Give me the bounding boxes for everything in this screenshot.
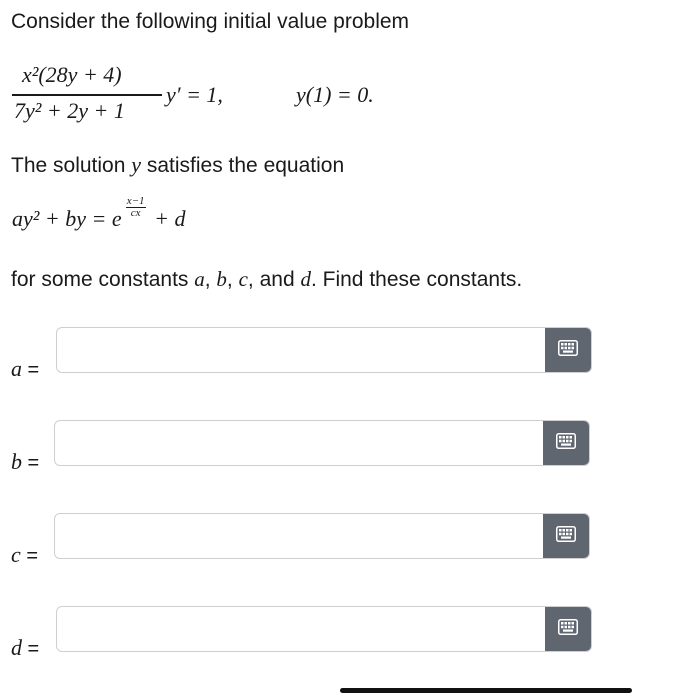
home-indicator [340,688,632,693]
answer-var: a [11,356,22,381]
answer-field-a[interactable] [56,327,592,373]
keyboard-button-a[interactable] [545,328,591,372]
exponent-numerator: x−1 [126,195,145,207]
answer-label-c [11,543,38,568]
constants-text [11,266,522,293]
answer-input-b[interactable] [55,421,589,465]
answer-row-a [0,327,696,379]
answer-var: b [11,449,22,474]
solution-suffix: satisfies the equation [141,154,345,177]
keyboard-icon [556,526,576,547]
answer-eq: = [20,545,39,567]
const-b: b [216,267,227,291]
answer-eq: = [22,452,40,474]
answer-var: c [11,542,21,567]
keyboard-icon [556,433,576,454]
const-a: a [194,267,205,291]
answer-input-d[interactable] [57,607,591,651]
equation-rhs: y′ = 1, [166,82,223,107]
answer-label-a [11,357,39,382]
fraction-bar [12,94,162,96]
solution-prefix: The solution [11,154,132,177]
keyboard-button-b[interactable] [543,421,589,465]
exponent-denominator: cx [130,207,141,219]
constants-sep-3: , and [247,268,301,291]
keyboard-button-c[interactable] [543,514,589,558]
answer-row-b [0,420,696,472]
initial-condition: y(1) = 0. [296,82,374,107]
fraction-numerator: x²(28y + 4) [22,62,122,87]
intro-text: Consider the following initial value problem [11,10,410,33]
general-tail: + d [148,206,186,231]
solution-text [11,152,344,179]
constants-sep-2: , [226,268,239,291]
answer-row-d [0,606,696,658]
answer-field-d[interactable] [56,606,592,652]
answer-input-a[interactable] [57,328,591,372]
answer-label-b [11,450,39,475]
answer-field-b[interactable] [54,420,590,466]
answer-field-c[interactable] [54,513,590,559]
constants-prefix: for some constants [11,268,195,291]
fraction-denominator: 7y² + 2y + 1 [14,98,125,123]
answer-input-c[interactable] [55,514,589,558]
exponent-fraction [123,196,149,218]
const-d: d [300,267,311,291]
answer-eq: = [22,359,40,381]
const-c: c [238,267,248,291]
general-solution-equation [12,195,186,234]
keyboard-icon [558,619,578,640]
keyboard-button-d[interactable] [545,607,591,651]
solution-var: y [131,152,142,177]
answer-eq: = [22,638,40,660]
general-lhs: ay² + by = e [12,206,122,231]
answer-row-c [0,513,696,565]
constants-sep-1: , [204,268,217,291]
keyboard-icon [558,340,578,361]
answer-var: d [11,635,22,660]
answer-label-d [11,636,39,661]
constants-suffix: . Find these constants. [310,268,523,291]
